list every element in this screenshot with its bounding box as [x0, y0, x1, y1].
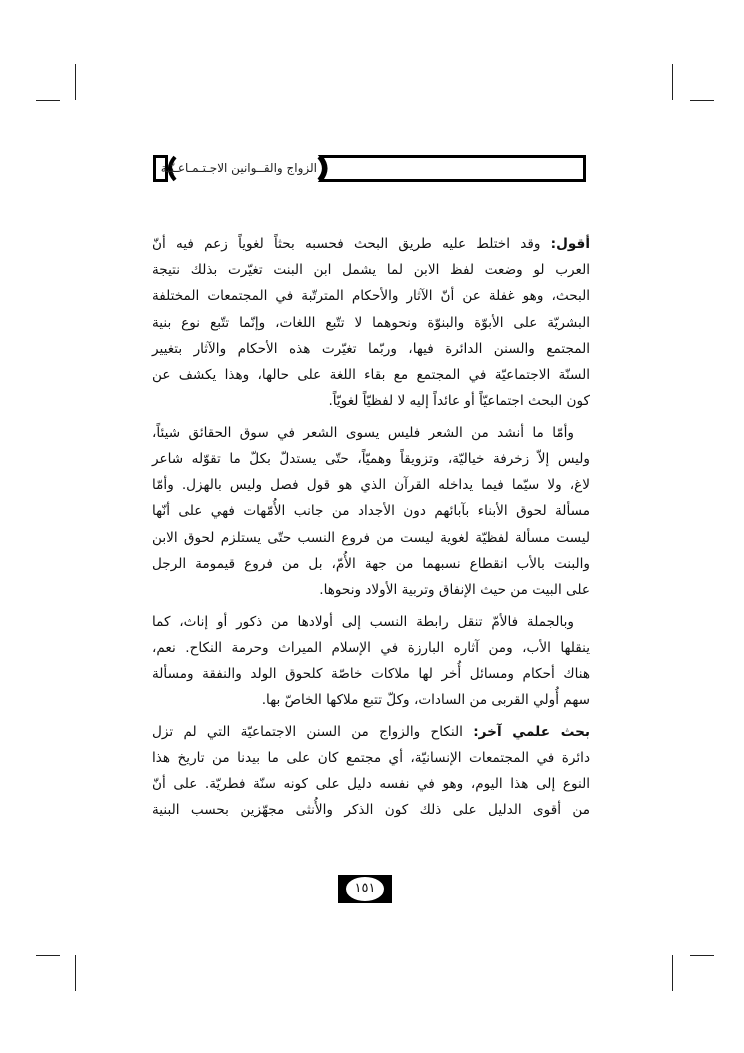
- text-line: لاغ، ولا سيّما فيما يداخله القرآن الذي هو قول فصل وليس بالهزل. وأمّا: [152, 477, 590, 494]
- text-line: البحث، وهو غفلة عن أنّ الآثار والأحكام المترتّبة في المجتمعات المختلفة: [152, 288, 590, 305]
- crop-mark: [672, 955, 673, 991]
- text-line: وبالجملة فالأمّ تنقل رابطة النسب إلى أولادها من ذكور أو إناث، كما: [152, 613, 574, 630]
- text-span: وقد اختلط عليه طريق البحث فحسبه بحثاً لغوياً زعم فيه أنّ: [152, 236, 551, 252]
- text-line: كون البحث اجتماعيّاً أو عائداً إليه لا لفظيّاً لغويّاً.: [328, 393, 590, 410]
- paragraph: [152, 609, 590, 714]
- text-line: [152, 719, 590, 745]
- text-line: السنّة الاجتماعيّة في المجتمع مع بقاء اللغة على حالها، وهذا يكشف عن: [152, 366, 590, 383]
- text-line: النوع إلى هذا اليوم، وهو في نفسه دليل على كونه سنّة فطريّة. على أنّ: [152, 776, 590, 793]
- text-line: مسألة لحوق الأبناء بآبائهم دون الأجداد من جانب الأُمّهات فهي على أنّها: [152, 503, 590, 520]
- text-line: على البيت من حيث الإنفاق وتربية الأولاد ونحوها.: [319, 581, 590, 598]
- paragraph: [152, 420, 590, 603]
- text-line: من أقوى الدليل على ذلك كون الذكر والأُنثى مجهّزين بحسب البنية: [152, 802, 590, 819]
- body-text: [152, 231, 590, 829]
- header-title: الزواج والقــوانين الاجـتـمـاعـيّـة: [160, 161, 317, 175]
- running-header: [153, 155, 586, 182]
- text-line: العرب لو وضعت لفظ الابن لما يشمل ابن البنت تغيّرت بذلك نتيجة: [152, 262, 590, 279]
- text-span: النكاح والزواج من السنن الاجتماعيّة التي لم تزل: [152, 723, 474, 740]
- page-number: ١٥١: [354, 881, 376, 896]
- text-line: هناك أحكام ومسائل أُخر لها ملاكات خاصّة كلحوق الولد والنفقة ومسألة: [152, 666, 590, 682]
- paragraph: [152, 231, 590, 414]
- text-line: المجتمع والسنن الدائرة فيها، وربّما تغيّرت هذه الأحكام والآثار بتغيير: [152, 340, 590, 357]
- text-line: ليست مسألة لفظيّة لغوية ليست من فروع النسب حتّى يستلزم لحوق الابن: [152, 529, 590, 546]
- crop-mark: [690, 100, 714, 101]
- lead-term: بحث علمي آخر:: [473, 723, 590, 740]
- paragraph: [152, 719, 590, 824]
- page-number-box: [338, 875, 392, 903]
- text-line: دائرة في المجتمعات الإنسانيّة، أي مجتمع كان على ما بيدنا من تاريخ هذا: [152, 750, 590, 767]
- crop-mark: [75, 64, 76, 100]
- lead-term: أقول:: [550, 236, 590, 252]
- crop-mark: [75, 955, 76, 991]
- text-line: ينقلها الأب، ومن آثاره البارزة في الإسلام الميراث وحرمة النكاح. نعم،: [152, 639, 590, 656]
- text-line: البشريّة على الأبوّة والبنوّة ونحوهما لا تتّبع اللغات، وإنّما تتّبع نوع بنية: [152, 314, 590, 331]
- text-line: [152, 231, 590, 257]
- crop-mark: [36, 955, 60, 956]
- text-line: وأمّا ما أنشد من الشعر فليس يسوى الشعر في سوق الحقائق شيئاً،: [152, 424, 574, 441]
- crop-mark: [690, 955, 714, 956]
- text-line: سهم أُولي القربى من السادات، وكلّ تتبع ملاكها الخاصّ بها.: [261, 692, 590, 709]
- text-line: والبنت بالأب انقطاع نسبهما من جهة الأُمّ، بل من فروع قيمومة الرجل: [152, 555, 590, 572]
- crop-mark: [36, 100, 60, 101]
- text-line: وليس إلاّ زخرفة خياليّة، وتزويقاً وهميّاً، حتّى يستدلّ بكلّ ما تقوّله شاعر: [152, 451, 590, 467]
- crop-mark: [672, 64, 673, 100]
